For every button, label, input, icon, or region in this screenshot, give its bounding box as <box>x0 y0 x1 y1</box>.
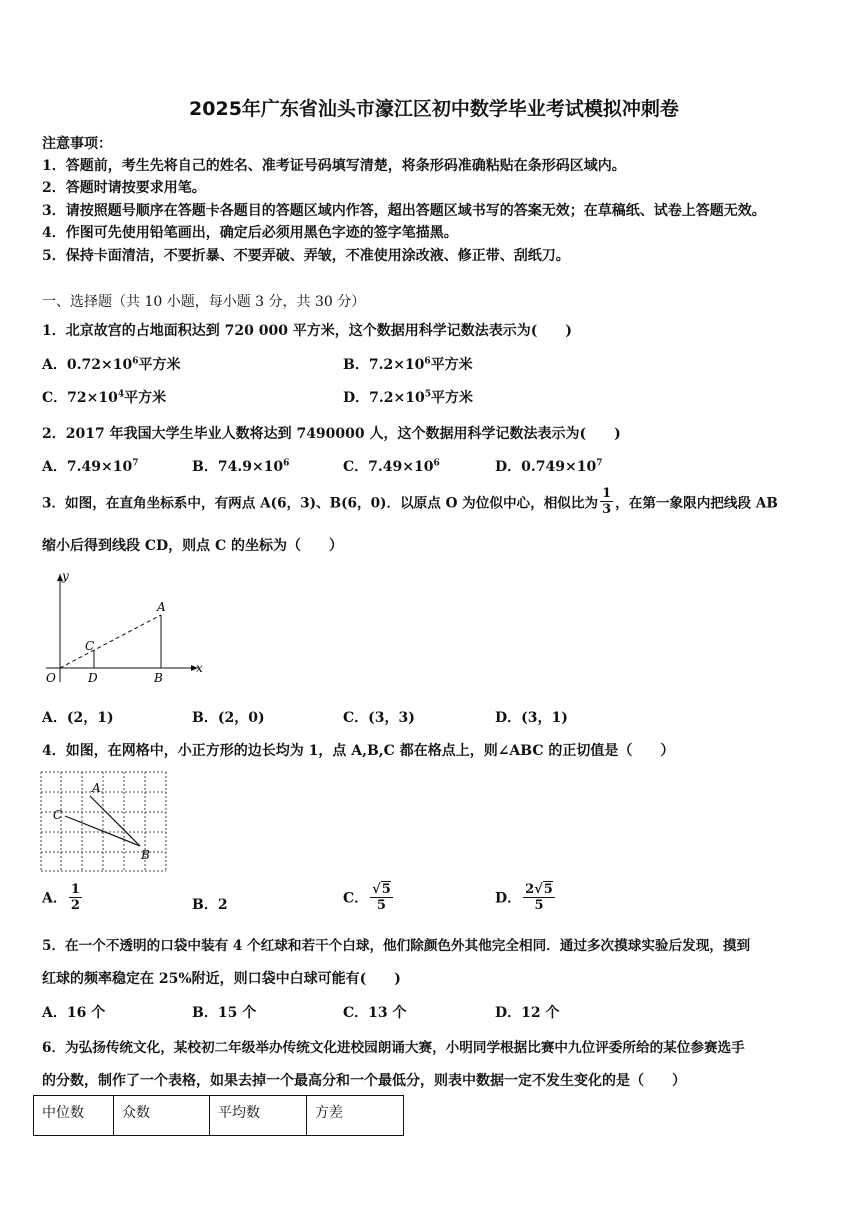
axis-label-y: y <box>62 569 69 583</box>
q5-option-b: B．15 个 <box>192 1005 257 1021</box>
notes-item: 5．保持卡面清洁，不要折暴、不要弄破、弄皱，不准使用涂改液、修正带、刮纸刀。 <box>42 248 570 264</box>
grid-figure <box>40 771 168 873</box>
question-2-stem: 2．2017 年我国大学生毕业人数将达到 7490000 人，这个数据用科学记数法表示为( ) <box>42 426 621 442</box>
q3-option-a: A．(2，1) <box>42 710 114 726</box>
q1-option-a: A．$0.72\times 10^6$平方米 <box>42 356 181 373</box>
point-label-b: B <box>154 671 163 685</box>
grid-point-c: C <box>53 808 63 822</box>
point-label-d: D <box>88 671 98 685</box>
table-row <box>34 1096 404 1136</box>
q4-option-d: D． $\frac{2√5}{5}$ <box>495 882 553 913</box>
q5-option-c: C．13 个 <box>343 1005 407 1021</box>
q5-option-a: A．16 个 <box>42 1005 106 1021</box>
question-4-stem: 4．如图，在网格中，小正方形的边长均为 1，点 A,B,C 都在格点上，则∠ABC 的正切值是（ ） <box>42 743 675 759</box>
notes-heading: 注意事项： <box>42 136 112 152</box>
fraction-one-half: $\frac{1}{2}$ <box>70 882 80 913</box>
fraction-2sqrt5-over-5: $\frac{2√5}{5}$ <box>525 882 553 913</box>
question-6-stem: 6．为弘扬传统文化，某校初二年级举办传统文化进校园朗诵大赛，小明同学根据比赛中九位评委所给的某位参赛选手 <box>42 1040 745 1056</box>
statistics-table <box>33 1095 404 1136</box>
point-label-o: O <box>46 671 56 685</box>
q2-option-b: B．$74.9\times 10^6$ <box>192 458 290 475</box>
q2-option-c: C．$7.49\times 10^6$ <box>343 458 440 475</box>
q4-option-c: C． $\frac{√5}{5}$ <box>343 882 391 913</box>
q4-option-b: B．2 <box>192 897 228 913</box>
point-label-a: A <box>157 600 166 614</box>
table-cell-mean: 平均数 <box>210 1096 307 1136</box>
grid-point-a: A <box>92 781 101 795</box>
question-3-stem: 3．如图，在直角坐标系中，有两点 A(6，3)、B(6，0)．以原点 O 为位似中心，相似比为 $\frac{1}{3}$ ，在第一象限内把线段 AB <box>42 486 778 517</box>
question-5-stem: 5．在一个不透明的口袋中装有 4 个红球和若干个白球，他们除颜色外其他完全相同．通过多次摸球实验后发现，摸到 <box>42 938 751 954</box>
table-cell-mode: 众数 <box>114 1096 210 1136</box>
grid-point-b: B <box>141 848 150 862</box>
section-heading: 一、选择题（共 10 小题，每小题 3 分，共 30 分） <box>42 294 366 310</box>
table-cell-variance: 方差 <box>307 1096 404 1136</box>
point-label-c: C <box>85 639 95 653</box>
q5-option-d: D．12 个 <box>495 1005 560 1021</box>
notes-item: 1．答题前，考生先将自己的姓名、准考证号码填写清楚，将条形码准确粘贴在条形码区域内。 <box>42 158 626 174</box>
axis-label-x: x <box>196 661 203 675</box>
question-1-stem: 1．北京故宫的占地面积达到 720 000 平方米，这个数据用科学记数法表示为( ) <box>42 323 573 339</box>
page-title: 2025年广东省汕头市濠江区初中数学毕业考试模拟冲刺卷 <box>189 98 679 120</box>
coordinate-figure <box>38 568 213 690</box>
question-6-stem-line2: 的分数，制作了一个表格，如果去掉一个最高分和一个最低分，则表中数据一定不发生变化的是（ ） <box>42 1073 686 1089</box>
question-5-stem-line2: 红球的频率稳定在 25%附近，则口袋中白球可能有( ) <box>42 971 401 987</box>
q2-option-a: A．$7.49\times 10^7$ <box>42 458 139 475</box>
question-3-stem-line2: 缩小后得到线段 CD，则点 C 的坐标为（ ） <box>42 538 344 554</box>
fraction-sqrt5-over-5: $\frac{√5}{5}$ <box>372 882 391 913</box>
ratio-fraction: $\frac{1}{3}$ <box>602 486 612 517</box>
q2-option-d: D．$0.749\times 10^7$ <box>495 458 603 475</box>
notes-item: 4．作图可先使用铅笔画出，确定后必须用黑色字迹的签字笔描黑。 <box>42 225 458 241</box>
notes-item: 3．请按照题号顺序在答题卡各题目的答题区域内作答，超出答题区域书写的答案无效；在草稿纸、试卷上答题无效。 <box>42 203 766 219</box>
q1-option-b: B．$7.2\times 10^6$平方米 <box>343 356 473 373</box>
q3-option-d: D．(3，1) <box>495 710 568 726</box>
q4-option-a: A． $\frac{1}{2}$ <box>42 882 80 913</box>
q1-option-c: C．$72\times 10^4$平方米 <box>42 389 167 406</box>
notes-item: 2．答题时请按要求用笔。 <box>42 180 206 196</box>
table-cell-median: 中位数 <box>34 1096 114 1136</box>
q1-option-d: D．$7.2\times 10^5$平方米 <box>343 389 473 406</box>
q3-option-c: C．(3，3) <box>343 710 415 726</box>
q3-option-b: B．(2，0) <box>192 710 265 726</box>
